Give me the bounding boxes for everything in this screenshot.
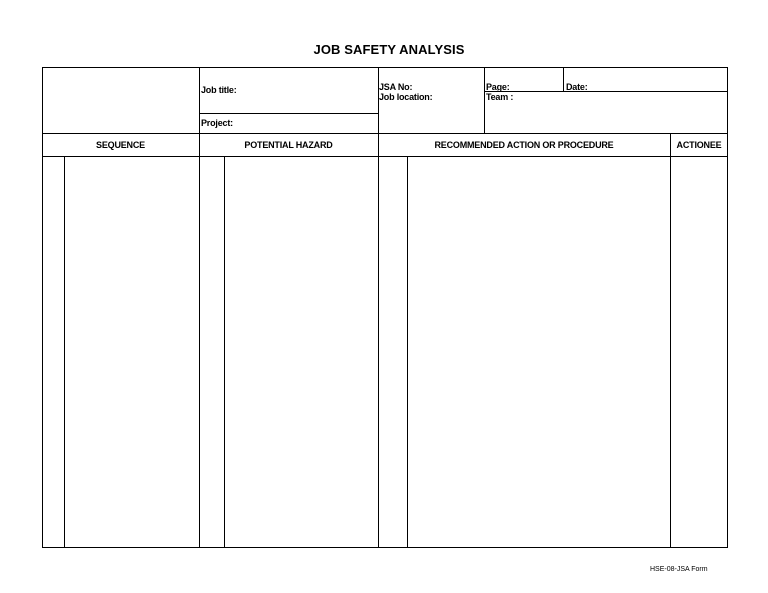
jsa-no-label: JSA No: <box>379 82 413 92</box>
header-col-line-3 <box>484 67 485 134</box>
header-col-line-4 <box>563 67 564 91</box>
job-location-label: Job location: <box>379 92 433 102</box>
date-label: Date: <box>566 82 588 92</box>
hazard-number-line <box>224 156 225 548</box>
project-label: Project: <box>201 118 233 128</box>
job-title-divider <box>199 113 378 114</box>
actionee-col-line <box>670 133 671 548</box>
recommended-action-header: RECOMMENDED ACTION OR PROCEDURE <box>434 140 614 150</box>
page-label: Page: <box>486 82 510 92</box>
sequence-header: SEQUENCE <box>96 140 145 150</box>
potential-hazard-header: POTENTIAL HAZARD <box>244 140 333 150</box>
job-title-label: Job title: <box>201 85 237 95</box>
action-number-line <box>407 156 408 548</box>
column-header-divider <box>42 156 728 157</box>
team-label: Team : <box>486 92 514 102</box>
form-code-footer: HSE-08-JSA Form <box>650 566 708 573</box>
sequence-number-line <box>64 156 65 548</box>
header-divider <box>42 133 728 134</box>
actionee-header: ACTIONEE <box>676 140 722 150</box>
form-title: JOB SAFETY ANALYSIS <box>313 42 465 57</box>
jsa-row-divider <box>485 91 728 92</box>
